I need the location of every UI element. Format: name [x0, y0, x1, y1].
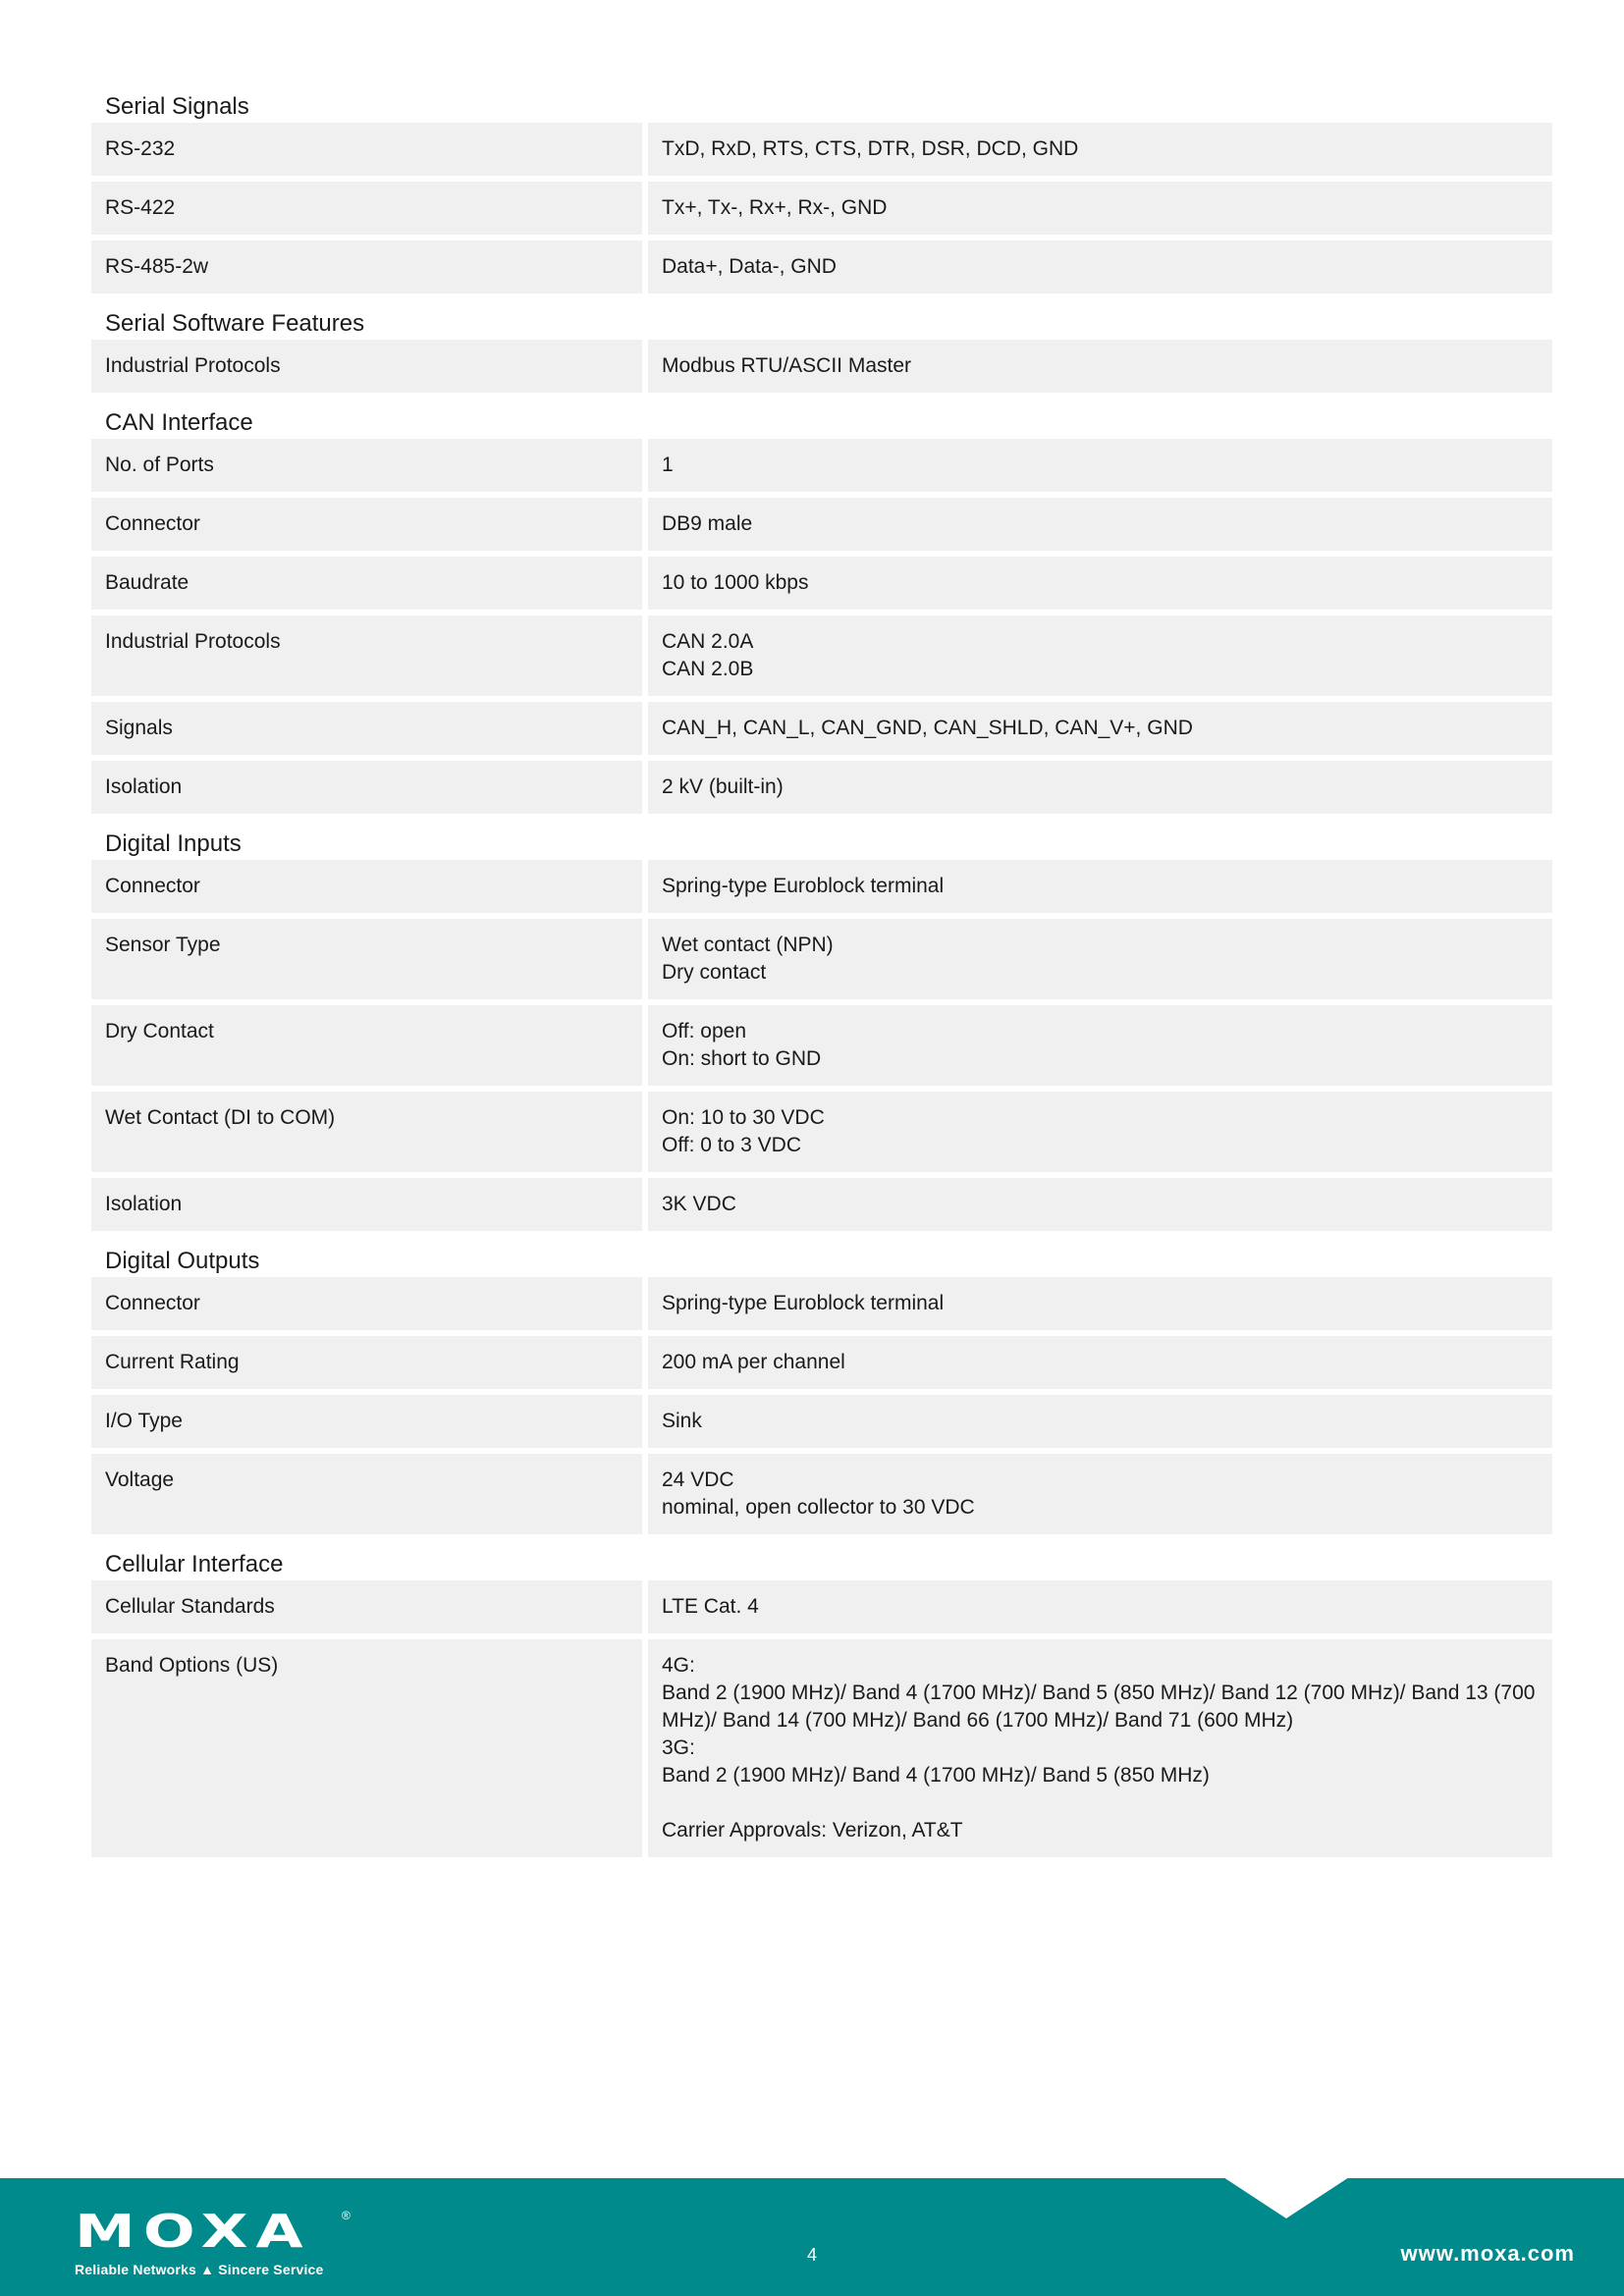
spec-value-line: 24 VDC	[662, 1468, 734, 1491]
spec-label: Signals	[91, 702, 642, 755]
spec-value-line: 10 to 1000 kbps	[662, 571, 809, 594]
spec-row	[91, 1639, 1552, 1857]
spec-value-line: Sink	[662, 1410, 702, 1432]
spec-label: No. of Ports	[91, 439, 642, 492]
spec-row	[91, 182, 1552, 235]
spec-label: RS-485-2w	[91, 240, 642, 294]
spec-row	[91, 1336, 1552, 1389]
spec-section	[91, 1540, 1552, 1857]
spec-value-line: 4G:	[662, 1654, 695, 1677]
section-title: CAN Interface	[105, 409, 253, 436]
spec-section	[91, 399, 1552, 814]
spec-value-line: Data+, Data-, GND	[662, 255, 837, 278]
spec-value-line: On: short to GND	[662, 1047, 822, 1070]
spec-label: Band Options (US)	[91, 1639, 642, 1857]
spec-value-line: 3G:	[662, 1736, 695, 1759]
spec-row	[91, 123, 1552, 176]
spec-row	[91, 1580, 1552, 1633]
spec-value-line: CAN 2.0B	[662, 658, 754, 680]
spec-value	[648, 557, 1552, 610]
spec-value-line: On: 10 to 30 VDC	[662, 1106, 825, 1129]
logo-wordmark: MOXA	[75, 2205, 311, 2258]
section-title: Digital Inputs	[105, 830, 242, 857]
section-title: Digital Outputs	[105, 1248, 260, 1274]
spec-row	[91, 1005, 1552, 1086]
spec-row	[91, 761, 1552, 814]
spec-label: Isolation	[91, 761, 642, 814]
spec-label: Current Rating	[91, 1336, 642, 1389]
spec-value	[648, 702, 1552, 755]
spec-row	[91, 1092, 1552, 1172]
spec-section	[91, 82, 1552, 294]
logo-registered-mark: ®	[342, 2209, 351, 2222]
spec-value-line: Off: open	[662, 1020, 747, 1042]
spec-content	[91, 82, 1552, 1857]
spec-value-line: CAN 2.0A	[662, 630, 754, 653]
spec-value-line: 200 mA per channel	[662, 1351, 845, 1373]
spec-row	[91, 340, 1552, 393]
spec-value-line: nominal, open collector to 30 VDC	[662, 1496, 975, 1519]
spec-label: Connector	[91, 1277, 642, 1330]
spec-row	[91, 615, 1552, 696]
spec-value-line: Wet contact (NPN)	[662, 934, 834, 956]
spec-value	[648, 1005, 1552, 1086]
spec-value-line: Band 2 (1900 MHz)/ Band 4 (1700 MHz)/ Band 5 (850 MHz)/ Band 12 (700 MHz)/ Band 13 (700 MHz)/ Band 14 (700 MHz)/ Band 66 (1700 MHz)/ Band 71 (600 MHz)	[662, 1682, 1536, 1732]
spec-value	[648, 761, 1552, 814]
spec-row	[91, 1395, 1552, 1448]
spec-value	[648, 860, 1552, 913]
spec-value	[648, 919, 1552, 999]
spec-value-line	[662, 1789, 1539, 1817]
spec-value-line: Spring-type Euroblock terminal	[662, 875, 945, 897]
spec-value	[648, 123, 1552, 176]
spec-value	[648, 1178, 1552, 1231]
section-title: Cellular Interface	[105, 1551, 284, 1577]
spec-value-line: CAN_H, CAN_L, CAN_GND, CAN_SHLD, CAN_V+, GND	[662, 717, 1193, 739]
spec-label: Industrial Protocols	[91, 340, 642, 393]
spec-label: Connector	[91, 498, 642, 551]
spec-section	[91, 1237, 1552, 1534]
spec-row	[91, 1178, 1552, 1231]
spec-row	[91, 439, 1552, 492]
spec-label: I/O Type	[91, 1395, 642, 1448]
spec-row	[91, 557, 1552, 610]
spec-value-line: TxD, RxD, RTS, CTS, DTR, DSR, DCD, GND	[662, 137, 1079, 160]
spec-value-line: Tx+, Tx-, Rx+, Rx-, GND	[662, 196, 888, 219]
spec-label: Isolation	[91, 1178, 642, 1231]
spec-value	[648, 240, 1552, 294]
spec-value	[648, 1336, 1552, 1389]
spec-value-line: Carrier Approvals: Verizon, AT&T	[662, 1819, 963, 1842]
spec-value-line: LTE Cat. 4	[662, 1595, 759, 1618]
spec-label: Voltage	[91, 1454, 642, 1534]
spec-value-line: Dry contact	[662, 961, 767, 984]
spec-label: RS-232	[91, 123, 642, 176]
spec-value	[648, 1277, 1552, 1330]
footer-notch	[1223, 2177, 1349, 2218]
spec-value	[648, 439, 1552, 492]
spec-value-line: DB9 male	[662, 512, 753, 535]
spec-section	[91, 299, 1552, 393]
spec-value	[648, 1454, 1552, 1534]
moxa-logo[interactable]	[75, 2205, 351, 2277]
spec-value-line: Band 2 (1900 MHz)/ Band 4 (1700 MHz)/ Band 5 (850 MHz)	[662, 1764, 1210, 1787]
spec-label: Dry Contact	[91, 1005, 642, 1086]
spec-value	[648, 1639, 1552, 1857]
section-title: Serial Signals	[105, 93, 249, 120]
spec-value	[648, 1395, 1552, 1448]
spec-row	[91, 919, 1552, 999]
spec-label: Cellular Standards	[91, 1580, 642, 1633]
spec-row	[91, 240, 1552, 294]
spec-section	[91, 820, 1552, 1231]
spec-row	[91, 860, 1552, 913]
website-link[interactable]: www.moxa.com	[1400, 2241, 1575, 2266]
spec-value-line: 3K VDC	[662, 1193, 736, 1215]
spec-value	[648, 340, 1552, 393]
spec-label: Baudrate	[91, 557, 642, 610]
spec-row	[91, 1454, 1552, 1534]
spec-row	[91, 702, 1552, 755]
spec-row	[91, 1277, 1552, 1330]
spec-label: RS-422	[91, 182, 642, 235]
section-title: Serial Software Features	[105, 310, 365, 337]
spec-value	[648, 1092, 1552, 1172]
spec-label: Industrial Protocols	[91, 615, 642, 696]
spec-value-line: Off: 0 to 3 VDC	[662, 1134, 802, 1156]
spec-value-line: Spring-type Euroblock terminal	[662, 1292, 945, 1314]
page-number: 4	[806, 2245, 817, 2265]
spec-label: Wet Contact (DI to COM)	[91, 1092, 642, 1172]
spec-value-line: 1	[662, 454, 674, 476]
spec-value-line: Modbus RTU/ASCII Master	[662, 354, 912, 377]
logo-tagline: Reliable Networks ▲ Sincere Service	[75, 2262, 324, 2277]
spec-value	[648, 498, 1552, 551]
spec-value-line: 2 kV (built-in)	[662, 775, 784, 798]
spec-value	[648, 615, 1552, 696]
spec-row	[91, 498, 1552, 551]
spec-value	[648, 182, 1552, 235]
spec-label: Connector	[91, 860, 642, 913]
spec-label: Sensor Type	[91, 919, 642, 999]
spec-value	[648, 1580, 1552, 1633]
